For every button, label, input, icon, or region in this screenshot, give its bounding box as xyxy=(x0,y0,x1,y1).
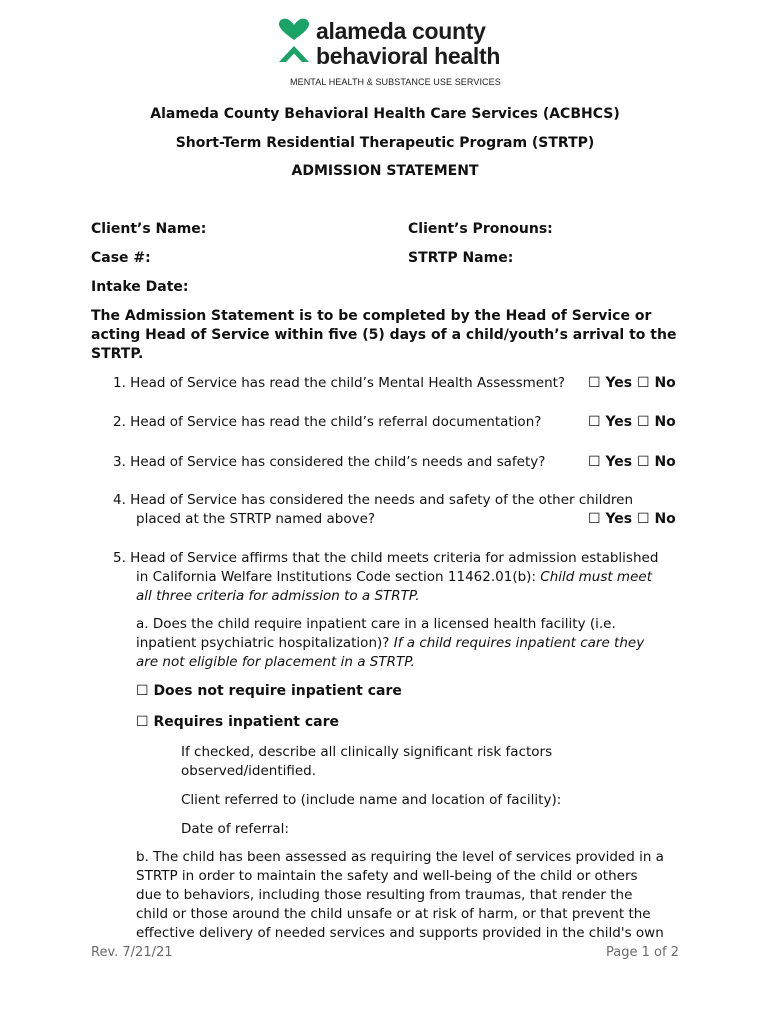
section-b-line5: effective delivery of needed services and supports provided in the child's own xyxy=(136,925,664,941)
section-b-line4: child or those around the child unsafe or at risk of harm, or that prevent the xyxy=(136,906,651,922)
case-number-label: Case #: xyxy=(91,250,151,266)
question-2: 2. Head of Service has read the child’s referral documentation? xyxy=(113,414,542,430)
question-3: 3. Head of Service has considered the child’s needs and safety? xyxy=(113,454,546,470)
client-referred-to-label: Client referred to (include name and location of facility): xyxy=(181,792,562,808)
instructions-line1: The Admission Statement is to be completed by the Head of Service or xyxy=(91,308,652,324)
option-requires xyxy=(136,713,339,732)
section-a-line2 xyxy=(136,634,644,653)
risk-factors-line2: observed/identified. xyxy=(181,763,317,779)
instructions-line2: acting Head of Service within five (5) days of a child/youth’s arrival to the xyxy=(91,327,677,343)
checkbox-requires[interactable]: ☐ xyxy=(136,714,149,730)
header-title: Alameda County Behavioral Health Care Services (ACBHCS) xyxy=(150,106,620,122)
no-label: No xyxy=(654,511,676,527)
checkbox-yes-1[interactable]: ☐ xyxy=(588,375,601,391)
logo-subtitle: MENTAL HEALTH & SUBSTANCE USE SERVICES xyxy=(290,77,501,87)
revision-date: Rev. 7/21/21 xyxy=(91,945,173,960)
no-label: No xyxy=(654,375,676,391)
option-requires-label: Requires inpatient care xyxy=(153,714,340,730)
question-1-answer xyxy=(588,374,676,393)
question-5-line2 xyxy=(136,568,652,587)
intake-date-label: Intake Date: xyxy=(91,279,189,295)
section-a-line2-text: inpatient psychiatric hospitalization)? xyxy=(136,635,394,651)
logo-mark-icon xyxy=(276,18,312,66)
no-label: No xyxy=(654,454,676,470)
logo-title-line2: behavioral health xyxy=(316,43,501,69)
page-number: Page 1 of 2 xyxy=(606,945,679,960)
risk-factors-line1: If checked, describe all clinically significant risk factors xyxy=(181,744,553,760)
section-b-line1: b. The child has been assessed as requiring the level of services provided in a xyxy=(136,849,664,865)
instructions-line3: STRTP. xyxy=(91,346,144,362)
client-pronouns-label: Client’s Pronouns: xyxy=(408,221,553,237)
section-a-line1: a. Does the child require inpatient care in a licensed health facility (i.e. xyxy=(136,616,616,632)
yes-label: Yes xyxy=(605,511,633,527)
header-program: Short-Term Residential Therapeutic Program (STRTP) xyxy=(175,135,595,151)
question-2-answer xyxy=(588,413,676,432)
date-of-referral-label: Date of referral: xyxy=(181,821,289,837)
option-does-not-require-label: Does not require inpatient care xyxy=(153,683,402,699)
yes-label: Yes xyxy=(605,375,633,391)
question-4-answer xyxy=(588,510,676,529)
question-5-line2-emphasis: Child must meet xyxy=(540,569,652,585)
client-name-label: Client’s Name: xyxy=(91,221,207,237)
question-4-line2: placed at the STRTP named above? xyxy=(136,511,376,527)
checkbox-yes-2[interactable]: ☐ xyxy=(588,414,601,430)
section-b-line2: STRTP in order to maintain the safety and well-being of the child or others xyxy=(136,868,638,884)
checkbox-no-4[interactable]: ☐ xyxy=(637,511,650,527)
logo-title-line1: alameda county xyxy=(316,18,486,44)
option-does-not-require xyxy=(136,682,402,701)
checkbox-no-3[interactable]: ☐ xyxy=(637,454,650,470)
checkbox-yes-3[interactable]: ☐ xyxy=(588,454,601,470)
question-5-line2-text: in California Welfare Institutions Code section 11462.01(b): xyxy=(136,569,541,585)
question-3-answer xyxy=(588,453,676,472)
question-5-line3: all three criteria for admission to a STRTP. xyxy=(136,588,420,604)
checkbox-does-not-require[interactable]: ☐ xyxy=(136,683,149,699)
yes-label: Yes xyxy=(605,454,633,470)
question-4-line1: 4. Head of Service has considered the needs and safety of the other children xyxy=(113,492,634,508)
section-a-line3: are not eligible for placement in a STRTP. xyxy=(136,654,415,670)
checkbox-no-2[interactable]: ☐ xyxy=(637,414,650,430)
question-5-line1: 5. Head of Service affirms that the child meets criteria for admission established xyxy=(113,550,659,566)
section-b-line3: due to behaviors, including those resulting from traumas, that render the xyxy=(136,887,633,903)
yes-label: Yes xyxy=(605,414,633,430)
no-label: No xyxy=(654,414,676,430)
checkbox-no-1[interactable]: ☐ xyxy=(637,375,650,391)
header-document-title: ADMISSION STATEMENT xyxy=(291,163,479,179)
section-a-line2-emphasis: If a child requires inpatient care they xyxy=(393,635,645,651)
strtp-name-label: STRTP Name: xyxy=(408,250,514,266)
question-1: 1. Head of Service has read the child’s Mental Health Assessment? xyxy=(113,375,566,391)
checkbox-yes-4[interactable]: ☐ xyxy=(588,511,601,527)
